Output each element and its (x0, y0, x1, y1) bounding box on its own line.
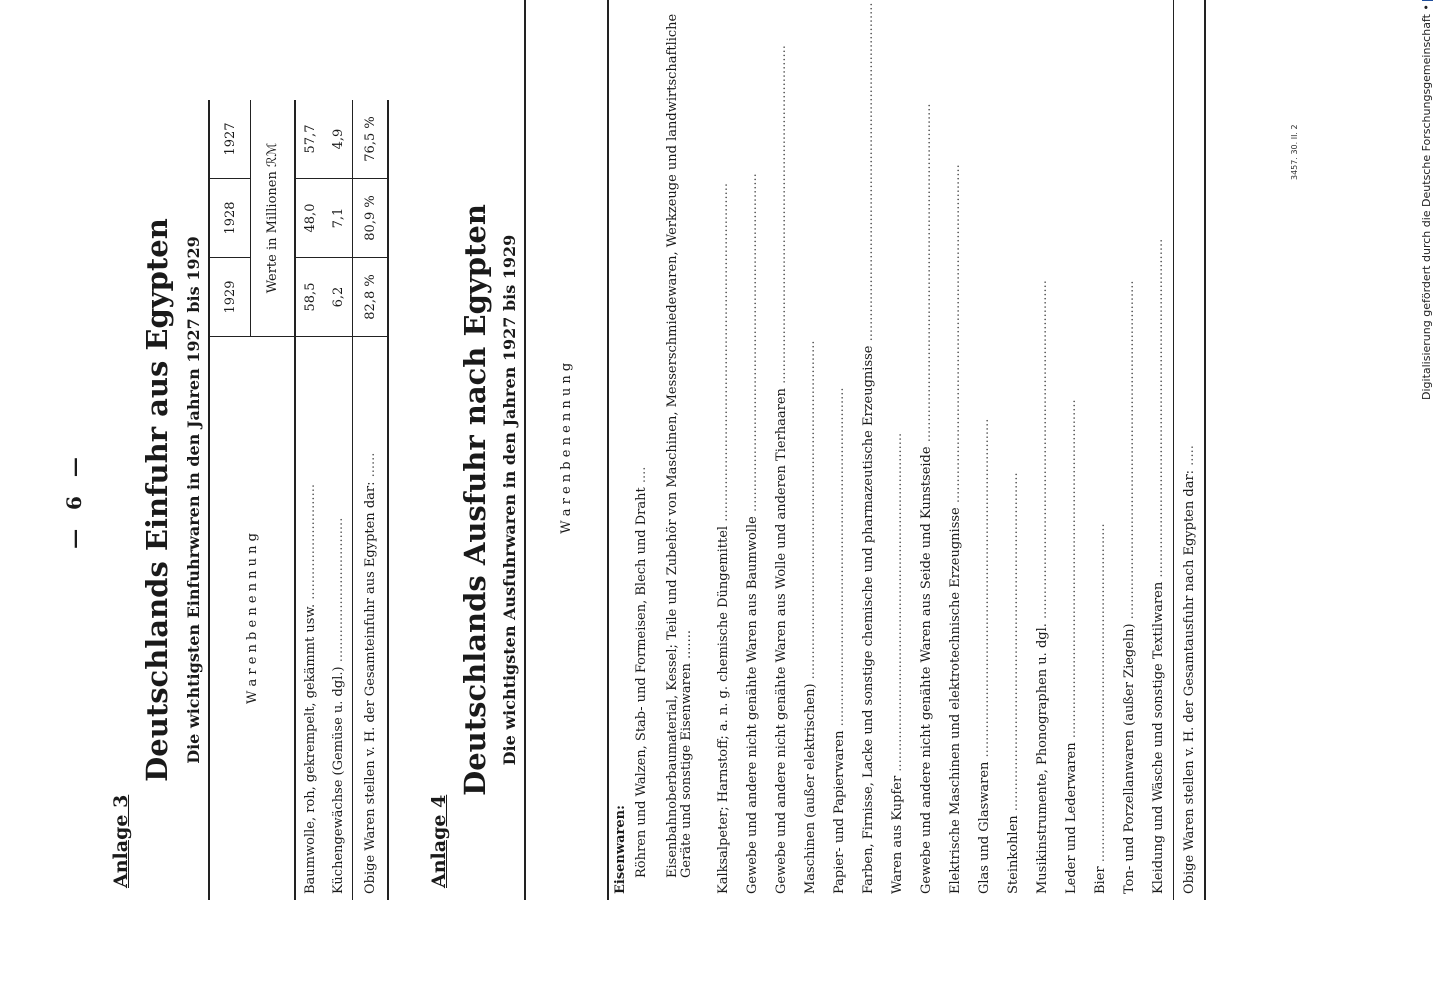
print-stamp: 3457. 30. II. 2 (1290, 124, 1299, 180)
table-row: Elektrische Maschinen und elektrotechnische Erzeugnisse .................................................................................. (948, 164, 963, 894)
row-label: Gewebe und andere nicht genähte Waren aus Baumwolle (745, 516, 760, 894)
anlage4-title: Deutschlands Ausfuhr nach Egypten (458, 204, 492, 796)
anlage3-col-header: W a r e n b e n e n n u n g (244, 533, 260, 705)
row-label: Leder und Lederwaren (1064, 742, 1079, 894)
row-label: Gewebe und andere nicht genähte Waren aus Wolle und anderen Tierhaaren (774, 388, 789, 894)
cell: 76,5 % (353, 100, 389, 179)
dfg-logo (1422, 0, 1433, 1)
anlage4-col-header: W a r e n b e n e n n u n g (559, 362, 574, 534)
row-label: Kalksalpeter; Harnstoff; a. n. g. chemische Düngemittel (716, 525, 731, 894)
cell: 6,2 (324, 258, 353, 337)
row-label: Elektrische Maschinen und elektrotechnische Erzeugnisse (948, 507, 963, 894)
table-row: Musikinstrumente, Phonographen u. dgl. .................................................................................. (1035, 280, 1050, 894)
anlage3-label: Anlage 3 (110, 794, 132, 888)
row-label: Ton- und Porzellanwaren (außer Ziegeln) (1122, 623, 1137, 894)
table-row: Kleidung und Wäsche und sonstige Textilwaren .................................................................................. (1151, 238, 1166, 894)
row-label: Obige Waren stellen v. H. der Gesamteinfuhr aus Egypten dar: (362, 481, 378, 894)
row-label: Glas und Glaswaren (977, 761, 992, 894)
cell: 57,7 (295, 100, 324, 179)
anlage4-label: Anlage 4 (428, 794, 450, 888)
cell: 7,1 (324, 179, 353, 258)
table-row: Maschinen (außer elektrischen) .................................................................................. (803, 340, 818, 894)
anlage3-title: Deutschlands Einfuhr aus Egypten (140, 218, 174, 782)
row-label: Gewebe und andere nicht genähte Waren aus Seide und Kunstseide (919, 446, 934, 894)
row-label: Papier- und Papierwaren (832, 730, 847, 894)
table-row: Baumwolle, roh, gekrempelt, gekämmt usw. ............................ 58,5 48,0 57,7 (295, 100, 324, 900)
row-label: Baumwolle, roh, gekrempelt, gekämmt usw. (302, 603, 318, 894)
cell: 4,9 (324, 100, 353, 179)
cell: 80,9 % (353, 179, 389, 258)
table-row: Ton- und Porzellanwaren (außer Ziegeln) .................................................................................. (1122, 280, 1137, 894)
row-label: Kleidung und Wäsche und sonstige Textilwaren (1151, 581, 1166, 894)
row-label: Maschinen (außer elektrischen) (803, 683, 818, 894)
table-row-group (608, 0, 631, 900)
row-label: Farben, Firnisse, Lacke und sonstige chemische und pharmazeutische Erzeugnisse (861, 345, 876, 894)
credit-text: Digitalisierung gefördert durch die Deutsche Forschungsgemeinschaft • (1420, 4, 1433, 400)
table-row-total: Obige Waren stellen v. H. der Gesamteinfuhr aus Egypten dar: ...... 82,8 % 80,9 % 76,5 % (353, 100, 389, 900)
table-row: Leder und Lederwaren .................................................................................. (1064, 399, 1079, 894)
anlage3-year-1927: 1927 (209, 100, 251, 179)
row-label: Eisenwaren: (612, 805, 628, 894)
page-number: — 6 — (62, 451, 86, 549)
anlage4-table (524, 0, 1206, 900)
anlage3-table (208, 100, 389, 900)
cell: 82,8 % (353, 258, 389, 337)
row-label: Röhren und Walzen, Stab- und Formeisen, Blech und Draht (633, 487, 649, 878)
row-label: Küchengewächse (Gemüse u. dgl.) (330, 666, 346, 894)
table-row: Gewebe und andere nicht genähte Waren aus Baumwolle .................................................................................. (745, 173, 760, 894)
anlage3-unit: Werte in Millionen ℛℳ (251, 100, 295, 337)
row-label: Eisenbahnoberbaumaterial, Kessel; Teile und Zubehör von Maschinen, Messerschmiedewaren, Werkzeuge und landwirtschaftliche Geräte und sonstige Eisenwaren (665, 13, 694, 878)
table-row: Farben, Firnisse, Lacke und sonstige chemische und pharmazeutische Erzeugnisse .................................................................................. (861, 2, 876, 894)
table-row-total: Obige Waren stellen v. H. der Gesamtausfuhr nach Egypten dar: ..... (1174, 0, 1206, 900)
cell: 48,0 (295, 179, 324, 258)
table-row: Eisenbahnoberbaumaterial, Kessel; Teile und Zubehör von Maschinen, Messerschmiedewaren, Werkzeuge und landwirtschaftliche Geräte und sonstige Eisenwaren ....... (665, 13, 694, 878)
table-row: Bier .................................................................................. (1093, 523, 1108, 894)
anlage3-year-1929: 1929 (209, 258, 251, 337)
table-row: Waren aus Kupfer .................................................................................. (890, 432, 905, 894)
cell: 58,5 (295, 258, 324, 337)
table-row: Gewebe und andere nicht genähte Waren aus Seide und Kunstseide .................................................................................. (919, 103, 934, 894)
table-row: Papier- und Papierwaren .................................................................................. (832, 387, 847, 894)
anlage3-subtitle: Die wichtigsten Einfuhrwaren in den Jahren 1927 bis 1929 (184, 236, 203, 764)
row-label: Obige Waren stellen v. H. der Gesamtausfuhr nach Egypten dar: (1181, 469, 1197, 894)
table-row: Glas und Glaswaren .................................................................................. (977, 418, 992, 894)
row-label: Steinkohlen (1006, 815, 1021, 894)
table-row: Kalksalpeter; Harnstoff; a. n. g. chemische Düngemittel .................................................................................. (716, 182, 731, 894)
table-row: Röhren und Walzen, Stab- und Formeisen, Blech und Draht .... (633, 466, 649, 878)
row-label: Waren aus Kupfer (890, 775, 905, 894)
table-row: Steinkohlen .................................................................................. (1006, 472, 1021, 894)
table-row: Gewebe und andere nicht genähte Waren aus Wolle und anderen Tierhaaren .................................................................................. (774, 45, 789, 894)
table-row: Küchengewächse (Gemüse u. dgl.) ................................... 6,2 7,1 4,9 (324, 100, 353, 900)
anlage4-subtitle: Die wichtigsten Ausfuhrwaren in den Jahren 1927 bis 1929 (500, 234, 519, 766)
row-label: Musikinstrumente, Phonographen u. dgl. (1035, 623, 1050, 894)
row-label: Bier (1093, 866, 1108, 894)
anlage3-year-1928: 1928 (209, 179, 251, 258)
digitization-credit (1420, 0, 1433, 400)
